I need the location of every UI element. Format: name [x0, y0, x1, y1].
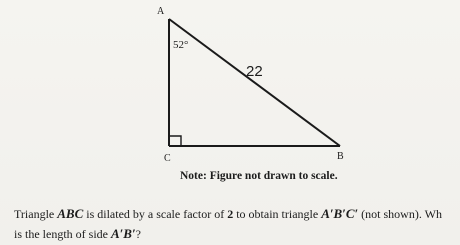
- triangle-name-image: A′B′C′: [321, 206, 359, 221]
- triangle-name-abc: ABC: [57, 206, 84, 221]
- question-text-segment: ?: [135, 227, 141, 241]
- question-text-segment: (not shown). Wh: [358, 207, 442, 221]
- hypotenuse-length-label: 22: [246, 63, 263, 80]
- vertex-label-a: A: [157, 6, 165, 17]
- right-angle-marker: [169, 136, 181, 146]
- question-text: [14, 204, 460, 244]
- vertex-label-b: B: [337, 151, 344, 162]
- question-text-segment: Triangle: [14, 207, 58, 221]
- question-text-segment: is the length of side: [14, 227, 111, 241]
- side-name-a-prime-b-prime: A′B′: [110, 226, 136, 241]
- scale-factor-value: 2: [227, 207, 234, 221]
- vertex-label-c: C: [164, 153, 171, 164]
- side-ab-hypotenuse: [169, 19, 340, 146]
- question-line-2: [14, 224, 460, 244]
- figure-note: Note: Figure not drawn to scale.: [180, 170, 338, 182]
- question-text-segment: is dilated by a scale factor of: [83, 207, 228, 221]
- angle-a-label: 52°: [173, 39, 189, 51]
- question-line-1: [14, 204, 460, 224]
- question-text-segment: to obtain triangle: [233, 207, 322, 221]
